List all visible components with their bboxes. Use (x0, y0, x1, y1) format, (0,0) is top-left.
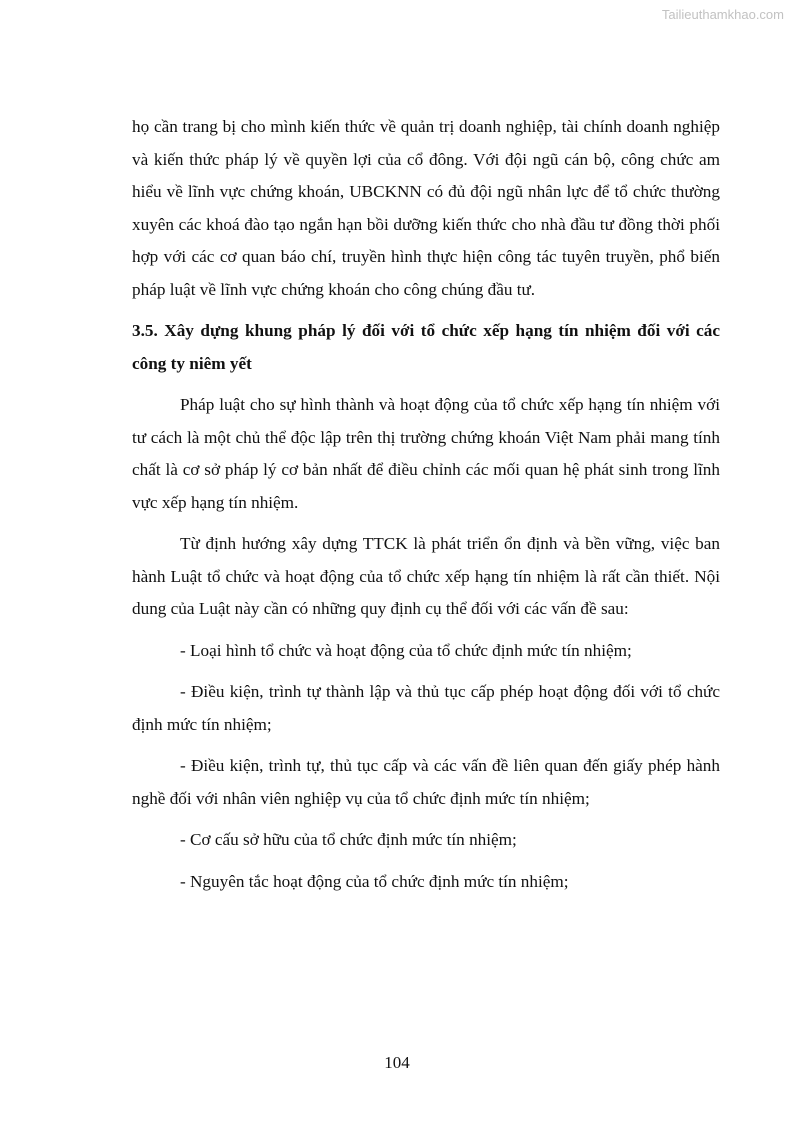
paragraph-investor-training: họ cần trang bị cho mình kiến thức về quản trị doanh nghiệp, tài chính doanh nghiệp và kiến thức pháp lý về quyền lợi của cổ đông. Với đội ngũ cán bộ, công chức am hiểu về lĩnh vực chứng khoán, UBCKNN có đủ đội ngũ nhân lực để tổ chức thường xuyên các khoá đào tạo ngắn hạn bồi dưỡng kiến thức cho nhà đầu tư đồng thời phối hợp với các cơ quan báo chí, truyền hình thực hiện công tác tuyên truyền, phổ biến pháp luật về lĩnh vực chứng khoán cho công chúng đầu tư. (132, 117, 720, 299)
list-item: - Cơ cấu sở hữu của tổ chức định mức tín nhiệm; (180, 830, 517, 849)
list-item: - Điều kiện, trình tự, thủ tục cấp và các vấn đề liên quan đến giấy phép hành nghề đối với nhân viên nghiệp vụ của tổ chức định mức tín nhiệm; (132, 756, 720, 808)
list-item: - Nguyên tắc hoạt động của tổ chức định mức tín nhiệm; (180, 871, 569, 891)
watermark-text: Tailieuthamkhao.com (661, 7, 784, 22)
list-item: - Điều kiện, trình tự thành lập và thủ tục cấp phép hoạt động đối với tổ chức định mức tín nhiệm; (132, 682, 720, 734)
paragraph-law-necessity: Từ định hướng xây dựng TTCK là phát triển ổn định và bền vững, việc ban hành Luật tổ chức và hoạt động của tổ chức xếp hạng tín nhiệm là rất cần thiết. Nội dung của Luật này cần có những quy định cụ thể đối với các vấn đề sau: (132, 534, 720, 618)
page-number: 104 (384, 1053, 410, 1072)
paragraph-legal-basis: Pháp luật cho sự hình thành và hoạt động của tổ chức xếp hạng tín nhiệm với tư cách là một chủ thể độc lập trên thị trường chứng khoán Việt Nam phải mang tính chất là cơ sở pháp lý cơ bản nhất để điều chỉnh các mối quan hệ phát sinh trong lĩnh vực xếp hạng tín nhiệm. (132, 395, 720, 512)
section-heading-3-5: 3.5. Xây dựng khung pháp lý đối với tổ chức xếp hạng tín nhiệm đối với các công ty niêm yết (132, 321, 720, 373)
list-item: - Loại hình tổ chức và hoạt động của tổ chức định mức tín nhiệm; (180, 640, 632, 660)
document-body (132, 111, 720, 907)
